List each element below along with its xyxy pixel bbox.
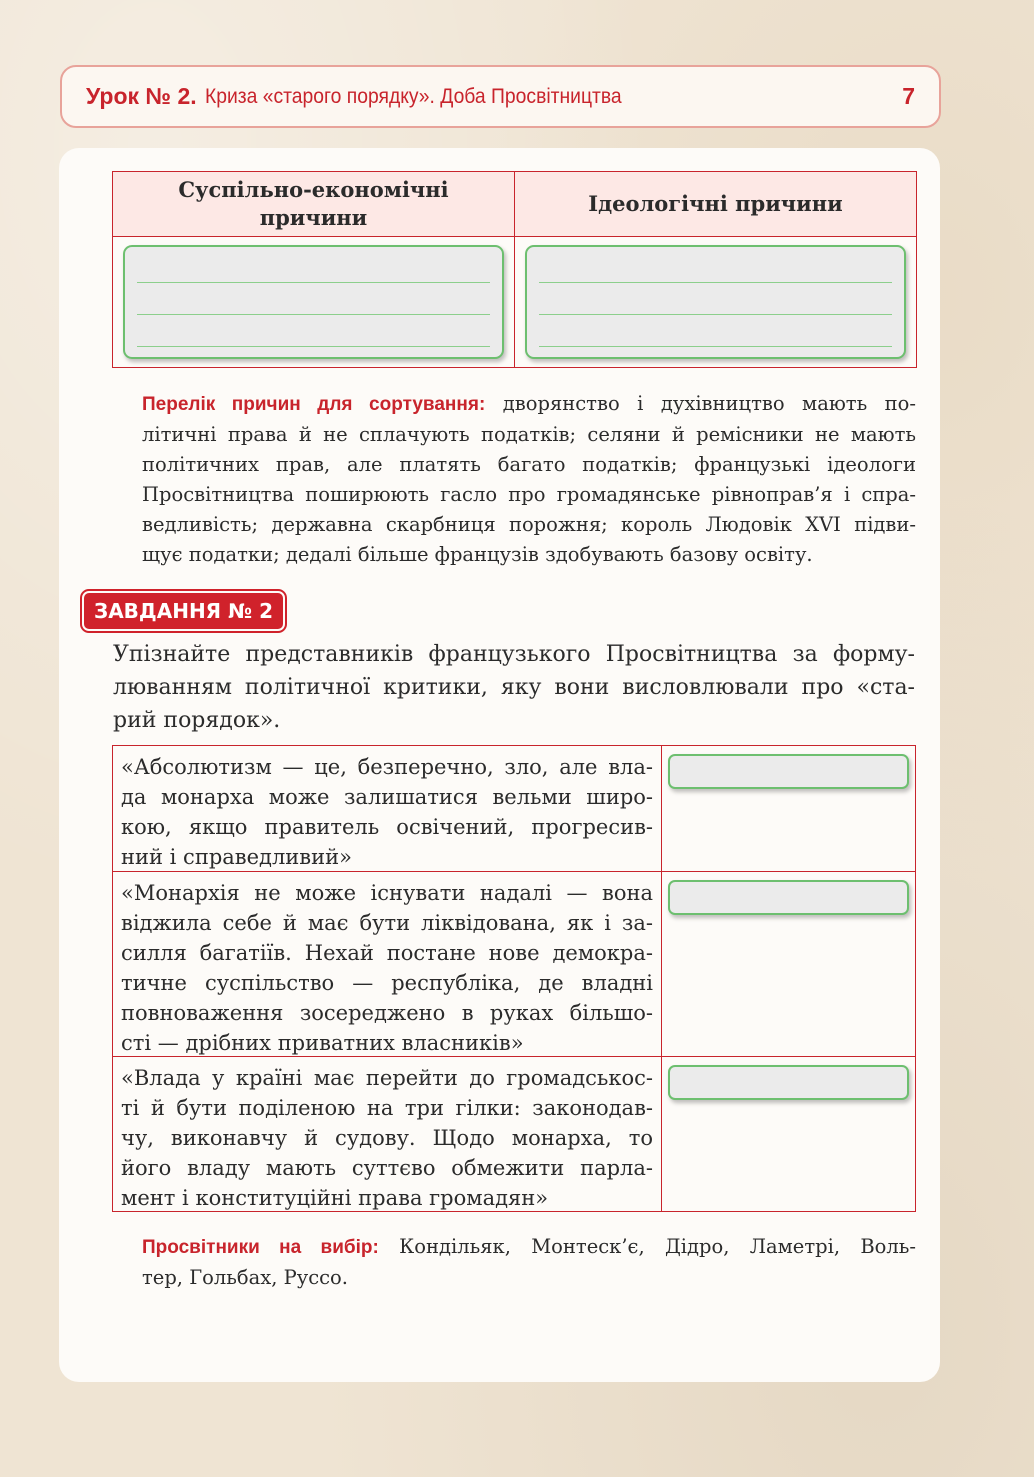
quote-line: да монарха може залишатися вельми широ- bbox=[121, 785, 653, 809]
paragraph-line: Кондільяк, Монтеск’є, Дідро, Ламетрі, Воль- bbox=[399, 1235, 916, 1258]
paragraph-line: Просвітництва поширюють гасло про громадянське рівноправ’я і спра- bbox=[142, 483, 916, 506]
quote-line: його владу мають суттєво обмежити парла- bbox=[121, 1156, 653, 1180]
quote-line: чу, виконавчу й судову. Щодо монарха, то bbox=[121, 1126, 653, 1150]
quote-line: повноваження зосереджено в руках більшо- bbox=[121, 1001, 653, 1025]
quote-text bbox=[113, 1057, 662, 1211]
writing-line bbox=[137, 314, 490, 315]
page-number: 7 bbox=[902, 83, 915, 109]
paragraph-line: тер, Гольбах, Руссо. bbox=[142, 1266, 348, 1289]
socio-economic-causes-cell bbox=[113, 237, 515, 367]
paragraph-line: щує податки; дедалі більше французів здобувають базову освіту. bbox=[142, 543, 813, 566]
header-line: Суспільно-економічні bbox=[178, 177, 449, 202]
author-answer-field[interactable] bbox=[668, 754, 909, 789]
quote-line: ний і справедливий» bbox=[121, 845, 352, 869]
paragraph-line: ведливість; державна скарбниця порожня; король Людовік XVI підви- bbox=[142, 513, 916, 536]
choices-paragraph bbox=[142, 1232, 916, 1293]
lesson-number: Урок № 2. bbox=[86, 83, 197, 109]
header-line: причини bbox=[259, 205, 368, 230]
quote-text bbox=[113, 746, 662, 871]
task-2-badge: ЗАВДАННЯ № 2 bbox=[82, 591, 285, 631]
quote-answer-cell bbox=[662, 872, 915, 1056]
quote-line: віджила себе й має бути ліквідована, як і за- bbox=[121, 911, 653, 935]
ideological-causes-header: Ідеологічні причини bbox=[588, 191, 843, 216]
causes-list-label: Перелік причин для сортування: bbox=[142, 394, 486, 415]
paragraph-line: дворянство і духівництво мають по- bbox=[502, 392, 916, 415]
ideological-answer-field[interactable] bbox=[525, 245, 906, 359]
paragraph-line: політичних прав, але платять багато податків; французькі ідеологи bbox=[142, 453, 916, 476]
socio-economic-causes-header bbox=[113, 172, 515, 236]
writing-line bbox=[539, 346, 892, 347]
quote-line: «Абсолютизм — це, безперечно, зло, але вла- bbox=[121, 755, 653, 779]
quotes-table bbox=[112, 745, 916, 1212]
paragraph-line: люванням політичної критики, яку вони висловлювали про «ста- bbox=[113, 675, 915, 700]
quote-row bbox=[113, 746, 915, 871]
quote-row bbox=[113, 871, 915, 1056]
quote-answer-cell bbox=[662, 1057, 915, 1211]
causes-list-paragraph bbox=[142, 389, 916, 570]
quote-line: «Монархія не може існувати надалі — вона bbox=[121, 881, 653, 905]
author-answer-field[interactable] bbox=[668, 1065, 909, 1100]
lesson-header bbox=[60, 65, 941, 128]
causes-table-header bbox=[113, 172, 916, 237]
writing-line bbox=[539, 282, 892, 283]
quote-text bbox=[113, 872, 662, 1056]
quote-line: силля багатіїв. Нехай постане нове демокра- bbox=[121, 941, 653, 965]
writing-line bbox=[137, 346, 490, 347]
paragraph-line: Упізнайте представників французького Просвітництва за форму- bbox=[113, 642, 915, 667]
lesson-topic: Криза «старого порядку». Доба Просвітництва bbox=[204, 84, 622, 108]
quote-row bbox=[113, 1056, 915, 1211]
choices-label: Просвітники на вибір: bbox=[142, 1237, 379, 1258]
quote-line: ті й бути поділеною на три гілки: законодав- bbox=[121, 1096, 653, 1120]
ideological-causes-cell bbox=[515, 237, 916, 367]
quote-line: мент і конституційні права громадян» bbox=[121, 1186, 549, 1210]
author-answer-field[interactable] bbox=[668, 880, 909, 915]
writing-line bbox=[137, 282, 490, 283]
writing-line bbox=[539, 314, 892, 315]
quote-line: кою, якщо правитель освічений, прогресив- bbox=[121, 815, 653, 839]
paragraph-line: рий порядок». bbox=[113, 708, 281, 733]
causes-table bbox=[112, 171, 917, 368]
quote-line: сті — дрібних приватних власників» bbox=[121, 1031, 524, 1055]
task-2-instructions bbox=[113, 638, 915, 737]
quote-answer-cell bbox=[662, 746, 915, 871]
paragraph-line: літичні права й не сплачують податків; селяни й ремісники не мають bbox=[142, 423, 916, 446]
quote-line: тичне суспільство — республіка, де владні bbox=[121, 971, 653, 995]
quote-line: «Влада у країні має перейти до громадськос- bbox=[121, 1066, 653, 1090]
socio-economic-answer-field[interactable] bbox=[123, 245, 504, 359]
